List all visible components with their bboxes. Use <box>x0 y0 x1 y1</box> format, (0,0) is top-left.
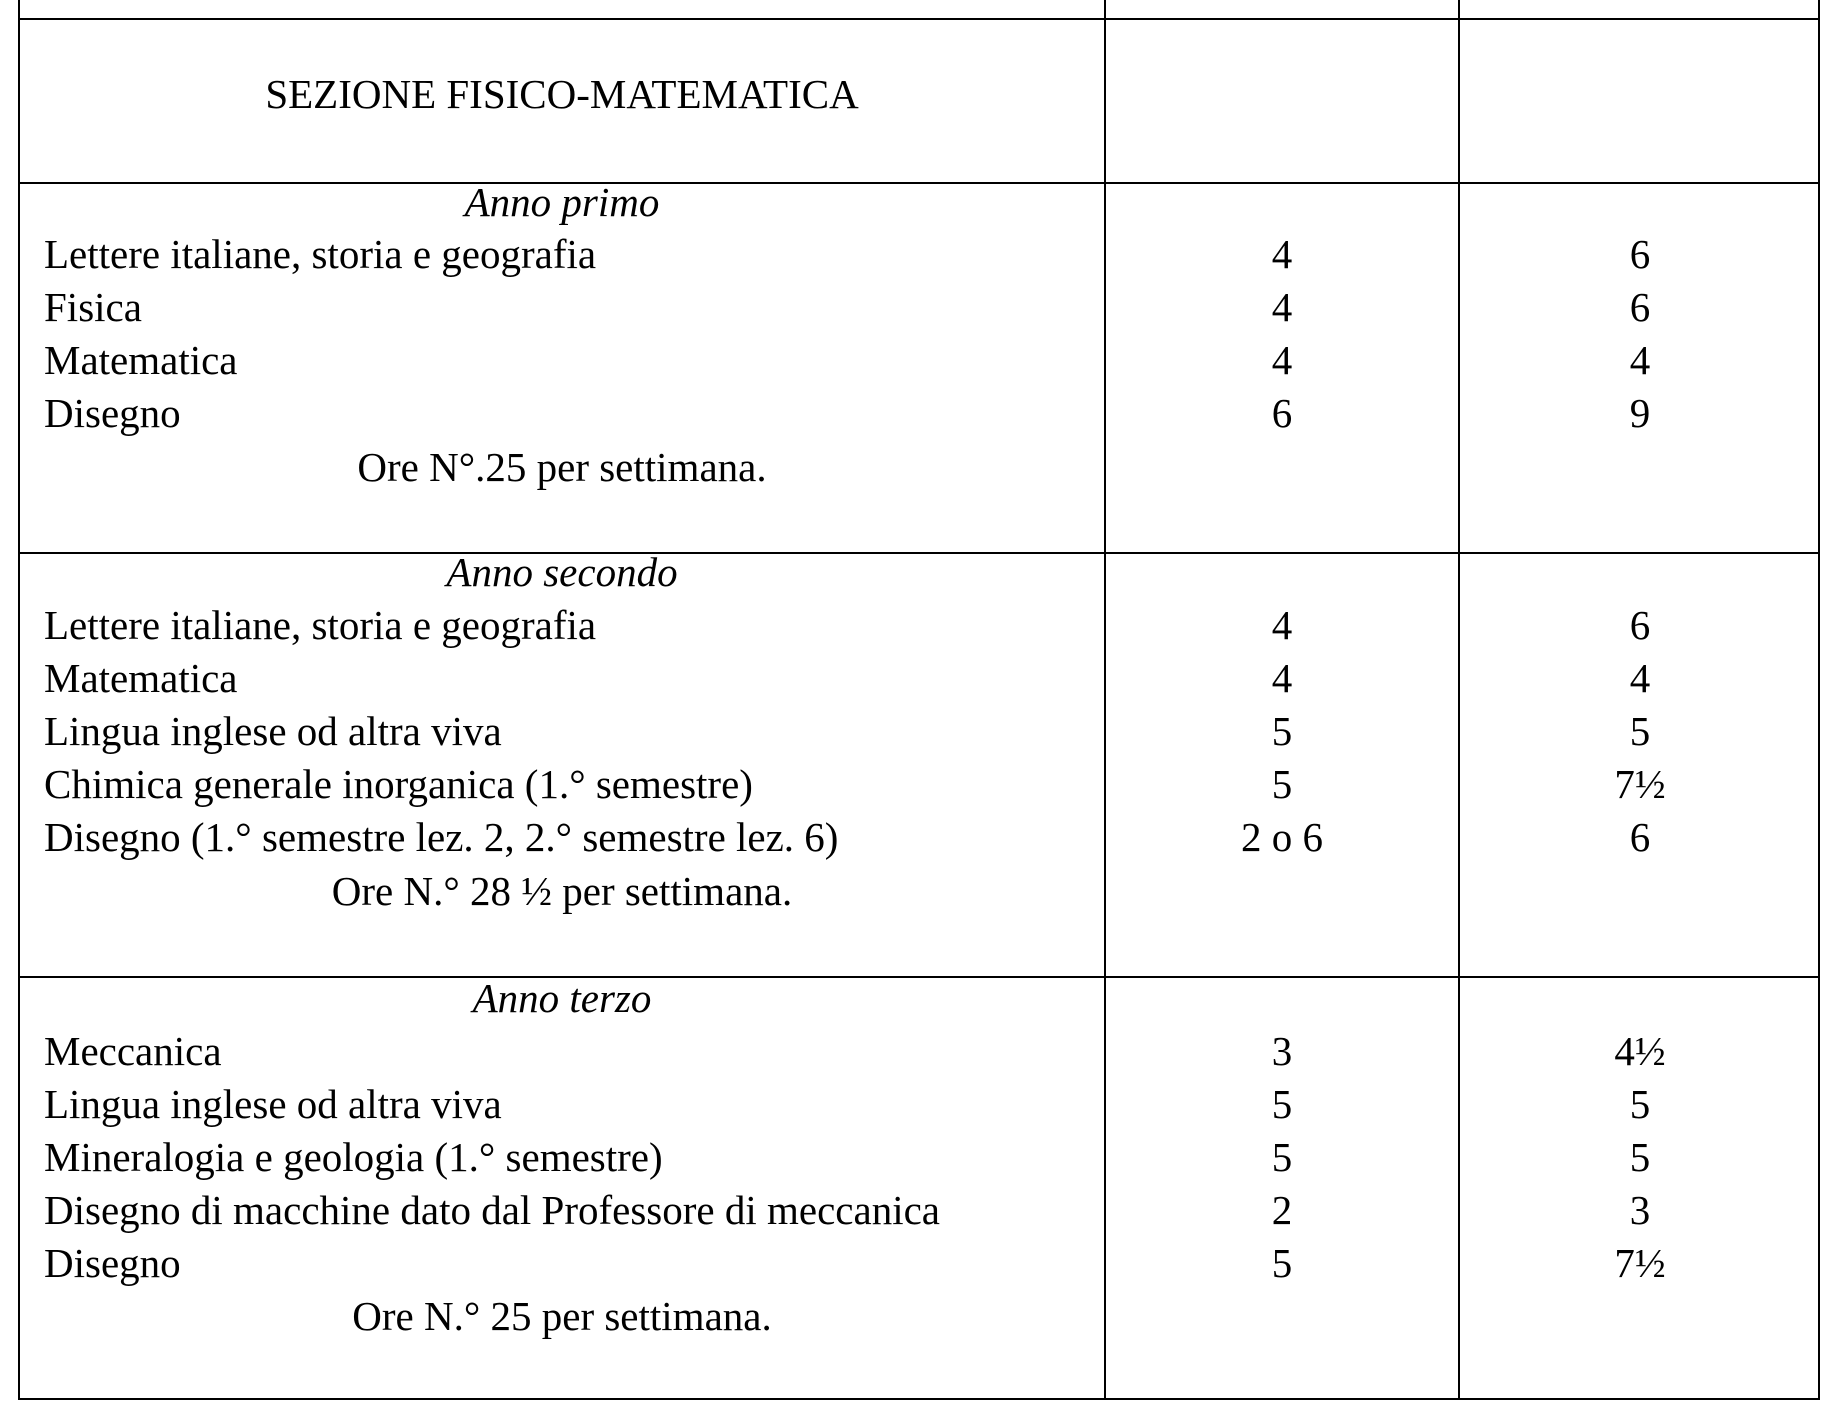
year-title-terzo: Anno terzo <box>472 975 652 1021</box>
value-col-2: 6 <box>1629 602 1651 648</box>
value-col-1: 5 <box>1271 1134 1293 1180</box>
subject-name: Disegno <box>44 390 181 436</box>
value-col-1: 2 <box>1271 1187 1293 1233</box>
curriculum-table <box>18 0 1820 1400</box>
value-col-2: 9 <box>1629 390 1651 436</box>
subject-name: Meccanica <box>44 1028 222 1074</box>
value-col-2: 4 <box>1629 655 1651 701</box>
subject-name: Disegno (1.° semestre lez. 2, 2.° semestre lez. 6) <box>44 814 839 860</box>
value-col-1: 5 <box>1271 761 1293 807</box>
value-col-1: 4 <box>1271 231 1293 277</box>
year-title-secondo: Anno secondo <box>446 549 678 595</box>
value-col-2: 6 <box>1629 284 1651 330</box>
value-col-1: 2 o 6 <box>1241 814 1323 860</box>
value-col-1: 5 <box>1271 1081 1293 1127</box>
section-title: SEZIONE FISICO-MATEMATICA <box>265 71 859 117</box>
subject-name: Chimica generale inorganica (1.° semestre) <box>44 761 753 807</box>
subject-name: Mineralogia e geologia (1.° semestre) <box>44 1134 663 1180</box>
subject-name: Fisica <box>44 284 142 330</box>
subject-name: Lettere italiane, storia e geografia <box>44 231 597 277</box>
value-col-1: 6 <box>1271 390 1293 436</box>
subject-name: Disegno di macchine dato dal Professore di meccanica <box>44 1187 940 1233</box>
value-col-1: 4 <box>1271 337 1293 383</box>
value-col-2: 4½ <box>1614 1028 1666 1074</box>
value-col-1: 4 <box>1271 655 1293 701</box>
subject-name: Matematica <box>44 655 238 701</box>
value-col-2: 6 <box>1629 231 1651 277</box>
subject-name: Lingua inglese od altra viva <box>44 708 502 754</box>
value-col-2: 4 <box>1629 337 1651 383</box>
value-col-2: 7½ <box>1614 1240 1666 1286</box>
row-divider-top <box>20 18 1818 20</box>
weekly-hours-total: Ore N°.25 per settimana. <box>357 444 767 490</box>
value-col-2: 3 <box>1629 1187 1651 1233</box>
value-col-2: 7½ <box>1614 761 1666 807</box>
subject-name: Lingua inglese od altra viva <box>44 1081 502 1127</box>
value-col-2: 5 <box>1629 1081 1651 1127</box>
subject-name: Lettere italiane, storia e geografia <box>44 602 597 648</box>
value-col-2: 5 <box>1629 1134 1651 1180</box>
subject-name: Matematica <box>44 337 238 383</box>
year-title-primo: Anno primo <box>464 179 660 225</box>
weekly-hours-total: Ore N.° 28 ½ per settimana. <box>331 868 793 914</box>
value-col-1: 4 <box>1271 602 1293 648</box>
value-col-1: 3 <box>1271 1028 1293 1074</box>
value-col-1: 5 <box>1271 708 1293 754</box>
subject-name: Disegno <box>44 1240 181 1286</box>
weekly-hours-total: Ore N.° 25 per settimana. <box>352 1293 772 1339</box>
value-col-2: 6 <box>1629 814 1651 860</box>
value-col-1: 5 <box>1271 1240 1293 1286</box>
value-col-1: 4 <box>1271 284 1293 330</box>
value-col-2: 5 <box>1629 708 1651 754</box>
